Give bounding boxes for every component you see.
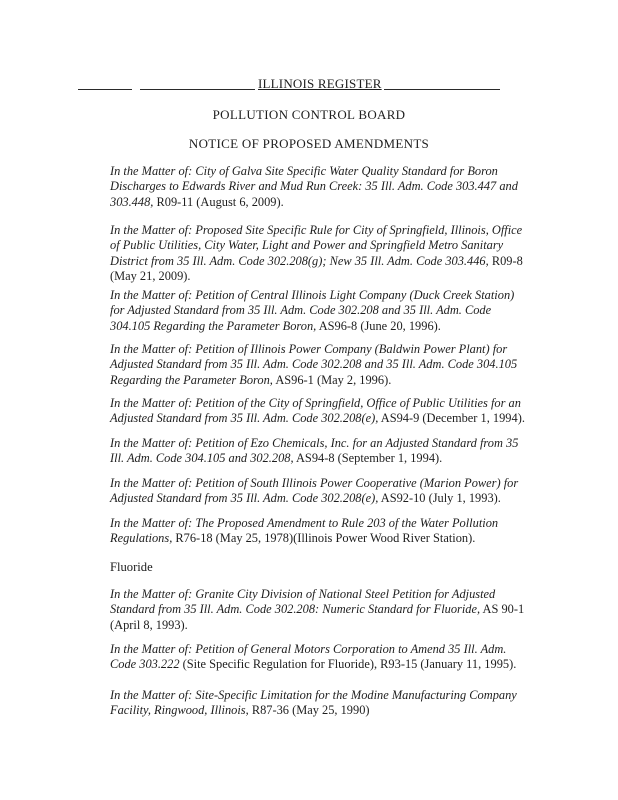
matter-citation: R87-36 (May 25, 1990) (251, 703, 370, 718)
matter-title: Petition of Ezo Chemicals, Inc. for an Adjusted Standard from 35 Ill. Adm. Code 304.105 and 302.208, (110, 436, 519, 466)
matter-prefix: In the Matter of: (110, 516, 193, 530)
matter-citation: AS96-1 (May 2, 1996). (275, 372, 392, 387)
matter-prefix: In the Matter of: (110, 223, 193, 237)
matter-prefix: In the Matter of: (110, 288, 193, 302)
matter-8 (110, 516, 528, 547)
matter-citation: AS96-8 (June 20, 1996). (318, 318, 441, 333)
matter-prefix: In the Matter of: (110, 436, 193, 450)
board-title: POLLUTION CONTROL BOARD (212, 107, 406, 122)
matter-prefix: In the Matter of: (110, 396, 193, 410)
matter-title: Petition of General Motors Corporation to Amend 35 Ill. Adm. Code 303.222 (110, 642, 507, 672)
register-title: ILLINOIS REGISTER (258, 76, 382, 91)
matter-6 (110, 436, 528, 467)
matter-citation: R76-18 (May 25, 1978)(Illinois Power Wood River Station). (175, 531, 476, 546)
matter-7 (110, 476, 528, 507)
notice-title: NOTICE OF PROPOSED AMENDMENTS (188, 136, 430, 151)
register-header (0, 72, 618, 96)
header-rule-right (384, 89, 500, 90)
matter-citation: AS 90-1 (April 8, 1993). (110, 602, 525, 632)
matter-1 (110, 164, 528, 210)
matter-prefix: In the Matter of: (110, 587, 193, 601)
matter-title: Petition of South Illinois Power Cooperative (Marion Power) for Adjusted Standard from 35 Ill. Adm. Code 302.208(e), (110, 476, 519, 506)
fluoride-matter-2 (110, 642, 528, 673)
matter-citation: AS94-9 (December 1, 1994). (380, 411, 525, 426)
matter-title: Site-Specific Limitation for the Modine Manufacturing Company Facility, Ringwood, Illinois, (110, 688, 517, 718)
matter-3 (110, 288, 528, 334)
matter-prefix: In the Matter of: (110, 164, 193, 178)
fluoride-matter-1 (110, 587, 528, 633)
matter-citation: AS92-10 (July 1, 1993). (380, 491, 501, 506)
matter-citation: AS94-8 (September 1, 1994). (295, 451, 443, 466)
matter-citation: (Site Specific Regulation for Fluoride), R93-15 (January 11, 1995). (182, 657, 517, 672)
matter-citation: R09-8 (May 21, 2009). (110, 253, 523, 284)
matter-5 (110, 396, 528, 427)
matter-prefix: In the Matter of: (110, 688, 193, 702)
matter-title: Proposed Site Specific Rule for City of Springfield, Illinois, Office of Public Utilities, City Water, Light and Power and Springfield Metro Sanitary District from 35 Ill. Adm. Code 302.208(g); New 35 Ill. Adm. Code 303.446, (110, 223, 523, 268)
matter-prefix: In the Matter of: (110, 342, 193, 356)
matter-title: The Proposed Amendment to Rule 203 of the Water Pollution Regulations, (110, 516, 499, 546)
fluoride-matter-3 (110, 688, 528, 719)
matter-prefix: In the Matter of: (110, 476, 193, 490)
header-rule-left-2 (140, 89, 255, 90)
matter-title: Granite City Division of National Steel Petition for Adjusted Standard from 35 Ill. Adm. Code 302.208: Numeric Standard for Fluoride, (110, 587, 496, 617)
matter-title: Petition of Illinois Power Company (Baldwin Power Plant) for Adjusted Standard from 35 Ill. Adm. Code 302.208 and 35 Ill. Adm. Code 304.105 Regarding the Parameter Boron, (110, 342, 518, 387)
matter-prefix: In the Matter of: (110, 642, 193, 656)
matter-4 (110, 342, 528, 388)
matter-2 (110, 223, 528, 285)
matter-citation: R09-11 (August 6, 2009). (156, 194, 284, 209)
matter-title: City of Galva Site Specific Water Quality Standard for Boron Discharges to Edwards River and Mud Run Creek: 35 Ill. Adm. Code 303.447 and 303.448, (110, 164, 518, 209)
matter-title: Petition of Central Illinois Light Company (Duck Creek Station) for Adjusted Standard from 35 Ill. Adm. Code 302.208 and 35 Ill. Adm. Code 304.105 Regarding the Parameter Boron, (110, 288, 515, 333)
header-rule-left-1 (78, 89, 132, 90)
matter-title: Petition of the City of Springfield, Office of Public Utilities for an Adjusted Standard from 35 Ill. Adm. Code 302.208(e), (110, 396, 521, 426)
fluoride-heading: Fluoride (110, 560, 153, 574)
